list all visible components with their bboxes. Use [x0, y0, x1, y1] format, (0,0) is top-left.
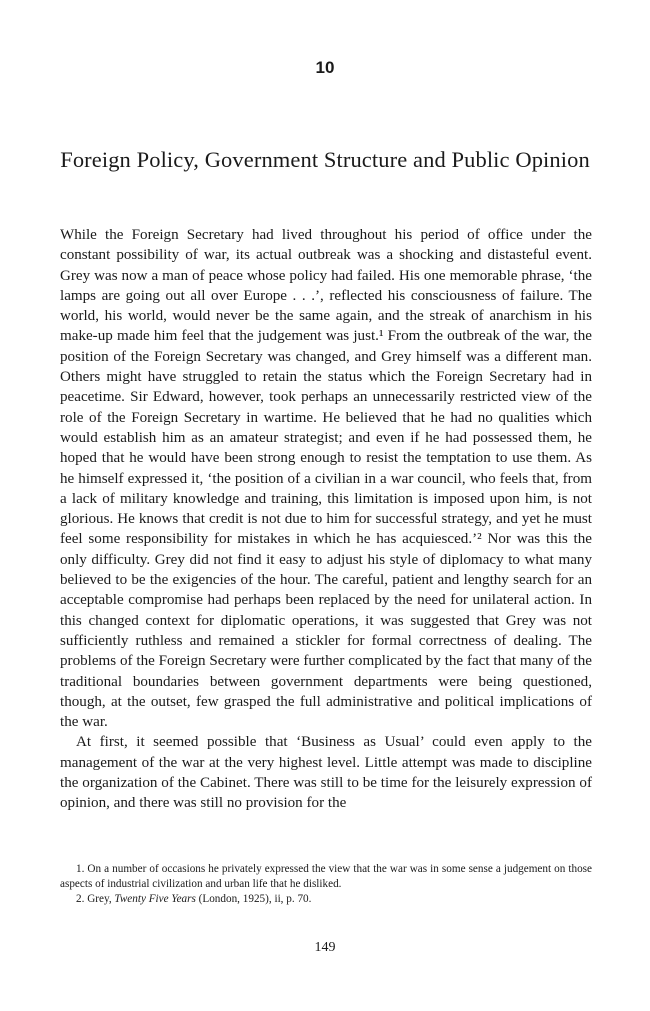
body-text	[60, 225, 592, 814]
footnote-2-suffix: (London, 1925), ii, p. 70.	[195, 893, 312, 905]
chapter-number: 10	[315, 58, 335, 77]
page-number: 149	[314, 940, 336, 955]
footnote-2-prefix: 2. Grey,	[76, 893, 115, 905]
chapter-title: Foreign Policy, Government Structure and Public Opinion	[60, 147, 590, 172]
footnote-1: 1. On a number of occasions he privately expressed the view that the war was in some sense a judgement on those aspects of industrial civilization and urban life that he disliked.	[60, 863, 592, 890]
footnote-2	[60, 892, 592, 907]
footnotes	[60, 862, 592, 907]
body-paragraph-1: While the Foreign Secretary had lived throughout his period of office under the constant possibility of war, its actual outbreak was a shocking and distasteful event. Grey was now a man of peace whose policy had failed. His one memorable phrase, ‘the lamps are going out all over Europe . . .’, reflected his consciousness of failure. The world, his world, would never be the same again, and the streak of anarchism in his make-up made him feel that the judgement was just.¹ From the outbreak of the war, the position of the Foreign Secretary was changed, and Grey himself was a different man. Others might have struggled to retain the status which the Foreign Secretary had in peacetime. Sir Edward, however, took perhaps an unnecessarily restricted view of the role of the Foreign Secretary in wartime. He believed that he had no qualities which would establish him as an amateur strategist; and even if he had possessed them, he hoped that he would have been strong enough to resist the temptation to use them. As he himself expressed it, ‘the position of a civilian in a war council, who feels that, from a lack of military knowledge and training, this limitation is imposed upon him, is not glorious. He knows that credit is not due to him for successful strategy, and yet he must feel some responsibility for mistakes in which he has acquiesced.’² Nor was this the only difficulty. Grey did not find it easy to adjust his style of diplomacy to what many believed to be the exigencies of the hour. The careful, patient and lengthy search for an acceptable compromise had perhaps been replaced by the need for unilateral action. In this changed context for diplomatic operations, it was suggested that Grey was not sufficiently ruthless and remained a stickler for formal correctness of dealing. The problems of the Foreign Secretary were further complicated by the fact that many of the traditional boundaries between government departments were being questioned, though, at the outset, few grasped the full administrative and political implications of the war.	[60, 227, 592, 731]
body-paragraph-2: At first, it seemed possible that ‘Business as Usual’ could even apply to the management of the war at the very highest level. Little attempt was made to discipline the organization of the Cabinet. There was still to be time for the leisurely expression of opinion, and there was still no provision for the	[60, 734, 592, 812]
footnote-2-book-title: Twenty Five Years	[114, 893, 196, 905]
